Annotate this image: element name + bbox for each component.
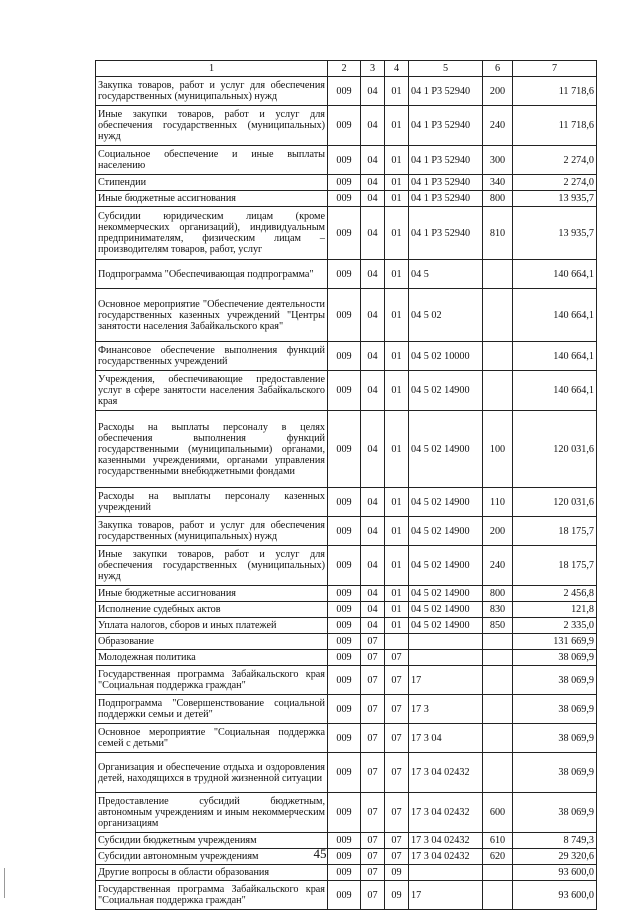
item-name-cell: Субсидии автономным учреждениям	[96, 849, 328, 865]
expense-type-cell	[483, 371, 513, 411]
amount-cell: 38 069,9	[513, 793, 597, 833]
table-row	[96, 342, 597, 371]
section-code-cell: 04	[361, 106, 385, 146]
table-row	[96, 207, 597, 260]
ministry-code-cell: 009	[328, 650, 361, 666]
table-row	[96, 724, 597, 753]
amount-cell: 18 175,7	[513, 546, 597, 586]
section-code-cell: 04	[361, 488, 385, 517]
expense-type-cell: 240	[483, 546, 513, 586]
amount-cell: 2 274,0	[513, 175, 597, 191]
item-name-cell: Предоставление субсидий бюджетным, автономным учреждениям и иным некоммерческим организациям	[96, 793, 328, 833]
expense-type-cell	[483, 666, 513, 695]
ministry-code-cell: 009	[328, 488, 361, 517]
subsection-code-cell: 01	[385, 175, 409, 191]
ministry-code-cell: 009	[328, 411, 361, 488]
header-cell: 5	[409, 61, 483, 77]
table-row	[96, 793, 597, 833]
section-code-cell: 04	[361, 77, 385, 106]
expense-type-cell: 240	[483, 106, 513, 146]
amount-cell: 131 669,9	[513, 634, 597, 650]
target-article-cell: 17 3 04 02432	[409, 753, 483, 793]
subsection-code-cell: 07	[385, 650, 409, 666]
table-row	[96, 618, 597, 634]
target-article-cell: 04 1 Р3 52940	[409, 106, 483, 146]
ministry-code-cell: 009	[328, 724, 361, 753]
header-cell: 6	[483, 61, 513, 77]
table-row	[96, 260, 597, 289]
subsection-code-cell: 09	[385, 881, 409, 910]
amount-cell: 140 664,1	[513, 371, 597, 411]
item-name-cell: Закупка товаров, работ и услуг для обеспечения государственных (муниципальных) нужд	[96, 77, 328, 106]
target-article-cell: 04 5 02	[409, 289, 483, 342]
target-article-cell: 04 5 02 14900	[409, 586, 483, 602]
subsection-code-cell: 01	[385, 488, 409, 517]
expense-type-cell: 300	[483, 146, 513, 175]
target-article-cell: 17 3 04 02432	[409, 849, 483, 865]
ministry-code-cell: 009	[328, 695, 361, 724]
item-name-cell: Субсидии бюджетным учреждениям	[96, 833, 328, 849]
table-row	[96, 106, 597, 146]
ministry-code-cell: 009	[328, 77, 361, 106]
ministry-code-cell: 009	[328, 517, 361, 546]
ministry-code-cell: 009	[328, 289, 361, 342]
table-row	[96, 865, 597, 881]
section-code-cell: 04	[361, 207, 385, 260]
section-code-cell: 04	[361, 289, 385, 342]
page-number: 45	[313, 846, 327, 861]
amount-cell: 11 718,6	[513, 77, 597, 106]
expense-type-cell: 800	[483, 586, 513, 602]
target-article-cell: 17 3 04	[409, 724, 483, 753]
subsection-code-cell: 07	[385, 724, 409, 753]
item-name-cell: Стипендии	[96, 175, 328, 191]
expense-type-cell: 200	[483, 517, 513, 546]
expense-type-cell	[483, 289, 513, 342]
section-code-cell: 07	[361, 634, 385, 650]
expense-type-cell: 110	[483, 488, 513, 517]
section-code-cell: 07	[361, 833, 385, 849]
ministry-code-cell: 009	[328, 207, 361, 260]
amount-cell: 121,8	[513, 602, 597, 618]
table-row	[96, 146, 597, 175]
item-name-cell: Государственная программа Забайкальского края "Социальная поддержка граждан"	[96, 666, 328, 695]
table-row	[96, 546, 597, 586]
amount-cell: 38 069,9	[513, 724, 597, 753]
subsection-code-cell: 09	[385, 865, 409, 881]
subsection-code-cell: 07	[385, 695, 409, 724]
target-article-cell: 04 5 02 14900	[409, 371, 483, 411]
ministry-code-cell: 009	[328, 546, 361, 586]
target-article-cell: 04 5 02 10000	[409, 342, 483, 371]
amount-cell: 38 069,9	[513, 695, 597, 724]
subsection-code-cell: 01	[385, 106, 409, 146]
item-name-cell: Государственная программа Забайкальского края "Социальная поддержка граждан"	[96, 881, 328, 910]
subsection-code-cell: 07	[385, 753, 409, 793]
margin-scan-mark	[4, 868, 5, 898]
subsection-code-cell: 01	[385, 77, 409, 106]
ministry-code-cell: 009	[328, 146, 361, 175]
amount-cell: 93 600,0	[513, 881, 597, 910]
expense-type-cell: 340	[483, 175, 513, 191]
subsection-code-cell: 01	[385, 586, 409, 602]
header-cell: 4	[385, 61, 409, 77]
header-cell: 7	[513, 61, 597, 77]
subsection-code-cell: 07	[385, 793, 409, 833]
section-code-cell: 07	[361, 865, 385, 881]
item-name-cell: Исполнение судебных актов	[96, 602, 328, 618]
expense-type-cell: 810	[483, 207, 513, 260]
ministry-code-cell: 009	[328, 342, 361, 371]
subsection-code-cell: 07	[385, 833, 409, 849]
amount-cell: 140 664,1	[513, 260, 597, 289]
header-cell: 3	[361, 61, 385, 77]
target-article-cell: 17 3	[409, 695, 483, 724]
target-article-cell: 04 1 Р3 52940	[409, 175, 483, 191]
expense-type-cell: 200	[483, 77, 513, 106]
table-row	[96, 77, 597, 106]
table-row	[96, 371, 597, 411]
expense-type-cell	[483, 342, 513, 371]
target-article-cell: 04 1 Р3 52940	[409, 146, 483, 175]
item-name-cell: Другие вопросы в области образования	[96, 865, 328, 881]
section-code-cell: 07	[361, 724, 385, 753]
subsection-code-cell: 01	[385, 618, 409, 634]
target-article-cell: 04 5 02 14900	[409, 411, 483, 488]
target-article-cell: 04 1 Р3 52940	[409, 77, 483, 106]
item-name-cell: Учреждения, обеспечивающие предоставление услуг в сфере занятости населения Забайкальского края	[96, 371, 328, 411]
ministry-code-cell: 009	[328, 371, 361, 411]
item-name-cell: Расходы на выплаты персоналу в целях обеспечения выполнения функций государственными (муниципальными) органами, казенными учреждениями, органами управления государственными внебюджетными фондами	[96, 411, 328, 488]
subsection-code-cell: 01	[385, 546, 409, 586]
table-row	[96, 586, 597, 602]
item-name-cell: Молодежная политика	[96, 650, 328, 666]
ministry-code-cell: 009	[328, 106, 361, 146]
expense-type-cell: 850	[483, 618, 513, 634]
subsection-code-cell: 07	[385, 849, 409, 865]
item-name-cell: Организация и обеспечение отдыха и оздоровления детей, находящихся в трудной жизненной ситуации	[96, 753, 328, 793]
section-code-cell: 04	[361, 517, 385, 546]
amount-cell: 13 935,7	[513, 191, 597, 207]
ministry-code-cell: 009	[328, 849, 361, 865]
amount-cell: 18 175,7	[513, 517, 597, 546]
table-row	[96, 517, 597, 546]
expense-type-cell	[483, 865, 513, 881]
header-row	[96, 61, 597, 77]
ministry-code-cell: 009	[328, 833, 361, 849]
item-name-cell: Иные бюджетные ассигнования	[96, 586, 328, 602]
item-name-cell: Социальное обеспечение и иные выплаты населению	[96, 146, 328, 175]
item-name-cell: Иные бюджетные ассигнования	[96, 191, 328, 207]
section-code-cell: 04	[361, 146, 385, 175]
item-name-cell: Подпрограмма "Обеспечивающая подпрограмма"	[96, 260, 328, 289]
target-article-cell: 04 1 Р3 52940	[409, 191, 483, 207]
table-row	[96, 602, 597, 618]
subsection-code-cell: 01	[385, 371, 409, 411]
target-article-cell: 04 5	[409, 260, 483, 289]
section-code-cell: 07	[361, 849, 385, 865]
expense-type-cell	[483, 260, 513, 289]
amount-cell: 2 335,0	[513, 618, 597, 634]
table-row	[96, 753, 597, 793]
expense-type-cell	[483, 753, 513, 793]
header-cell: 2	[328, 61, 361, 77]
section-code-cell: 07	[361, 753, 385, 793]
expense-type-cell: 600	[483, 793, 513, 833]
target-article-cell	[409, 650, 483, 666]
item-name-cell: Основное мероприятие "Обеспечение деятельности государственных казенных учреждений "Центры занятости населения Забайкальского края"	[96, 289, 328, 342]
amount-cell: 38 069,9	[513, 650, 597, 666]
section-code-cell: 07	[361, 695, 385, 724]
item-name-cell: Основное мероприятие "Социальная поддержка семей с детьми"	[96, 724, 328, 753]
section-code-cell: 04	[361, 546, 385, 586]
ministry-code-cell: 009	[328, 666, 361, 695]
amount-cell: 2 456,8	[513, 586, 597, 602]
expense-type-cell: 610	[483, 833, 513, 849]
item-name-cell: Финансовое обеспечение выполнения функций государственных учреждений	[96, 342, 328, 371]
amount-cell: 11 718,6	[513, 106, 597, 146]
ministry-code-cell: 009	[328, 260, 361, 289]
expense-type-cell: 800	[483, 191, 513, 207]
item-name-cell: Иные закупки товаров, работ и услуг для обеспечения государственных (муниципальных) нужд	[96, 106, 328, 146]
table-row	[96, 881, 597, 910]
amount-cell: 13 935,7	[513, 207, 597, 260]
subsection-code-cell: 01	[385, 191, 409, 207]
subsection-code-cell: 01	[385, 342, 409, 371]
budget-table	[95, 60, 597, 910]
ministry-code-cell: 009	[328, 618, 361, 634]
expense-type-cell	[483, 724, 513, 753]
ministry-code-cell: 009	[328, 881, 361, 910]
section-code-cell: 04	[361, 586, 385, 602]
expense-type-cell	[483, 634, 513, 650]
amount-cell: 93 600,0	[513, 865, 597, 881]
section-code-cell: 04	[361, 411, 385, 488]
section-code-cell: 04	[361, 260, 385, 289]
amount-cell: 29 320,6	[513, 849, 597, 865]
target-article-cell: 17 3 04 02432	[409, 793, 483, 833]
table-row	[96, 650, 597, 666]
table-row	[96, 695, 597, 724]
table-row	[96, 488, 597, 517]
expense-type-cell	[483, 650, 513, 666]
subsection-code-cell	[385, 634, 409, 650]
subsection-code-cell: 07	[385, 666, 409, 695]
section-code-cell: 04	[361, 602, 385, 618]
subsection-code-cell: 01	[385, 411, 409, 488]
target-article-cell: 17 3 04 02432	[409, 833, 483, 849]
item-name-cell: Закупка товаров, работ и услуг для обеспечения государственных (муниципальных) нужд	[96, 517, 328, 546]
section-code-cell: 04	[361, 342, 385, 371]
target-article-cell: 04 5 02 14900	[409, 618, 483, 634]
table-row	[96, 634, 597, 650]
table-row	[96, 411, 597, 488]
expense-type-cell	[483, 881, 513, 910]
table-body	[96, 77, 597, 910]
item-name-cell: Уплата налогов, сборов и иных платежей	[96, 618, 328, 634]
table-row	[96, 191, 597, 207]
section-code-cell: 07	[361, 881, 385, 910]
target-article-cell: 17	[409, 881, 483, 910]
ministry-code-cell: 009	[328, 865, 361, 881]
subsection-code-cell: 01	[385, 289, 409, 342]
ministry-code-cell: 009	[328, 191, 361, 207]
table-row	[96, 289, 597, 342]
section-code-cell: 07	[361, 666, 385, 695]
subsection-code-cell: 01	[385, 260, 409, 289]
section-code-cell: 07	[361, 793, 385, 833]
table-row	[96, 666, 597, 695]
section-code-cell: 04	[361, 191, 385, 207]
target-article-cell: 04 5 02 14900	[409, 517, 483, 546]
section-code-cell: 04	[361, 371, 385, 411]
item-name-cell: Образование	[96, 634, 328, 650]
subsection-code-cell: 01	[385, 207, 409, 260]
section-code-cell: 04	[361, 618, 385, 634]
target-article-cell: 04 5 02 14900	[409, 488, 483, 517]
target-article-cell: 04 5 02 14900	[409, 546, 483, 586]
amount-cell: 8 749,3	[513, 833, 597, 849]
target-article-cell	[409, 865, 483, 881]
target-article-cell	[409, 634, 483, 650]
amount-cell: 38 069,9	[513, 753, 597, 793]
table-header	[96, 61, 597, 77]
item-name-cell: Субсидии юридическим лицам (кроме некоммерческих организаций), индивидуальным предпринимателям, физическим лицам – производителям товаров, работ, услуг	[96, 207, 328, 260]
ministry-code-cell: 009	[328, 793, 361, 833]
header-cell: 1	[96, 61, 328, 77]
table-row	[96, 175, 597, 191]
amount-cell: 38 069,9	[513, 666, 597, 695]
item-name-cell: Расходы на выплаты персоналу казенных учреждений	[96, 488, 328, 517]
ministry-code-cell: 009	[328, 175, 361, 191]
amount-cell: 120 031,6	[513, 488, 597, 517]
item-name-cell: Иные закупки товаров, работ и услуг для обеспечения государственных (муниципальных) нужд	[96, 546, 328, 586]
expense-type-cell: 830	[483, 602, 513, 618]
amount-cell: 120 031,6	[513, 411, 597, 488]
target-article-cell: 04 5 02 14900	[409, 602, 483, 618]
ministry-code-cell: 009	[328, 634, 361, 650]
subsection-code-cell: 01	[385, 146, 409, 175]
amount-cell: 2 274,0	[513, 146, 597, 175]
section-code-cell: 07	[361, 650, 385, 666]
expense-type-cell: 620	[483, 849, 513, 865]
target-article-cell: 17	[409, 666, 483, 695]
subsection-code-cell: 01	[385, 602, 409, 618]
subsection-code-cell: 01	[385, 517, 409, 546]
expense-type-cell: 100	[483, 411, 513, 488]
section-code-cell: 04	[361, 175, 385, 191]
ministry-code-cell: 009	[328, 586, 361, 602]
expense-type-cell	[483, 695, 513, 724]
target-article-cell: 04 1 Р3 52940	[409, 207, 483, 260]
amount-cell: 140 664,1	[513, 289, 597, 342]
ministry-code-cell: 009	[328, 753, 361, 793]
ministry-code-cell: 009	[328, 602, 361, 618]
amount-cell: 140 664,1	[513, 342, 597, 371]
item-name-cell: Подпрограмма "Совершенствование социальной поддержки семьи и детей"	[96, 695, 328, 724]
